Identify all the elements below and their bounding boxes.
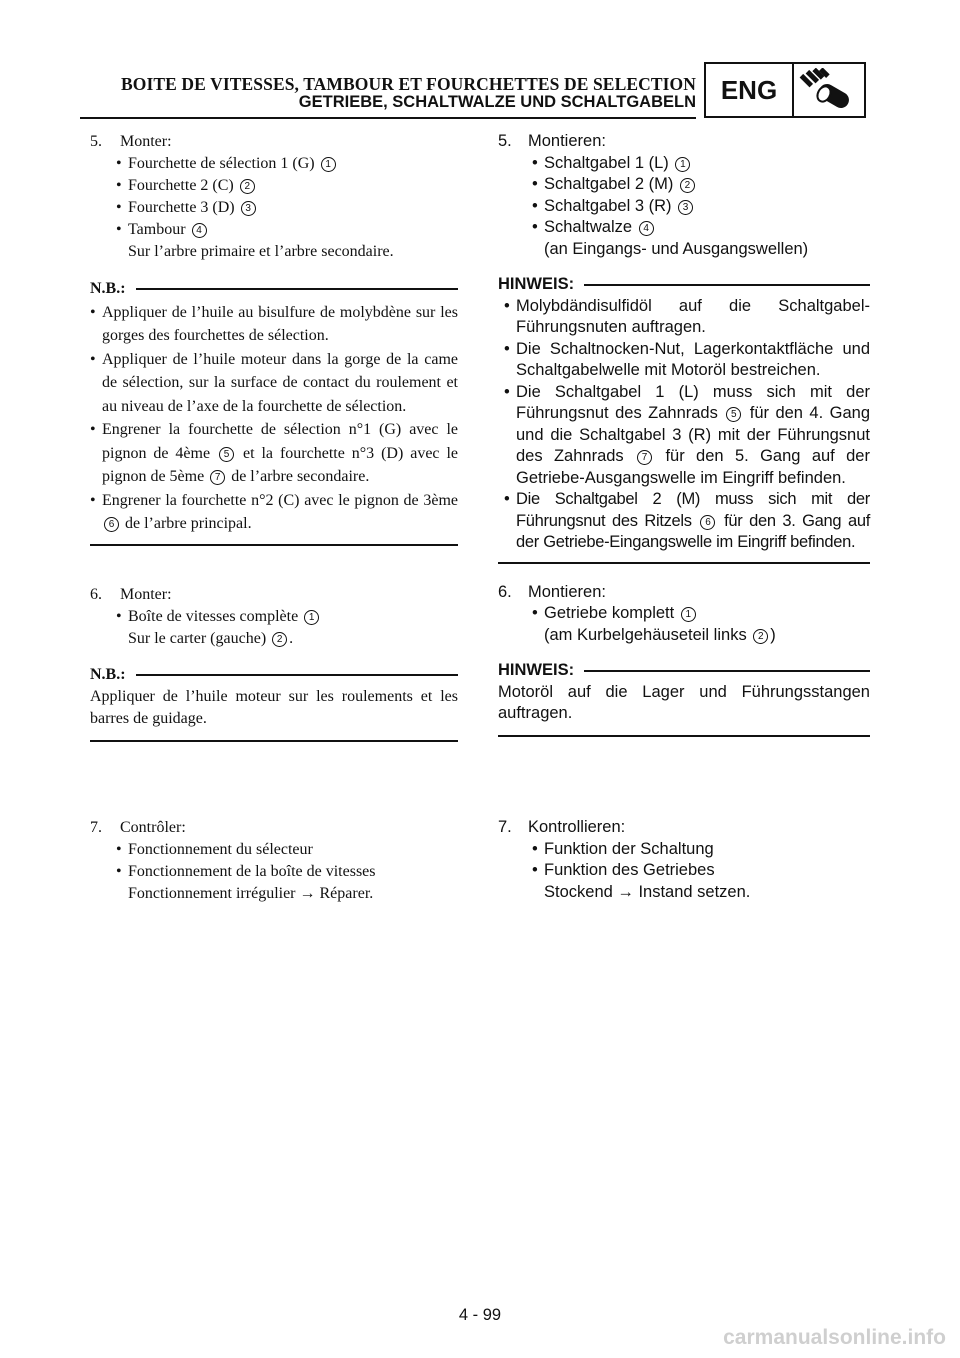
callout-number: 4 (639, 221, 654, 236)
list-item: • Fourchette 3 (D) 3 (128, 197, 458, 219)
step-number: 7. (498, 818, 512, 836)
step-number: 6. (90, 585, 102, 603)
callout-number: 2 (272, 632, 287, 647)
step-number: 5. (90, 133, 102, 150)
callout-number: 1 (675, 157, 690, 172)
list-item: • Schaltgabel 1 (L) 1 (544, 153, 870, 175)
step-number: 7. (90, 819, 102, 836)
note-item: • Die Schaltgabel 2 (M) muss sich mit der Führungsnut des Ritzels 6 für den 3. Gang auf der Getriebe-Eingangswelle im Eingriff befinden. (516, 489, 870, 554)
de-note-1 (498, 274, 870, 564)
step-subtext: Sur l’arbre primaire et l’arbre secondaire. (128, 243, 394, 260)
list-item: • Fourchette 2 (C) 2 (128, 175, 458, 197)
page-number: 4 - 99 (458, 1306, 502, 1324)
list-item: • Schaltgabel 3 (R) 3 (544, 196, 870, 218)
note-heading: N.B.: (90, 665, 126, 683)
header-rule (80, 117, 696, 119)
callout-number: 6 (104, 517, 119, 532)
header-title-de: GETRIEBE, SCHALTWALZE UND SCHALTGABELN (298, 93, 696, 111)
callout-number: 7 (210, 470, 225, 485)
de-note-2 (498, 660, 870, 737)
list-item: • Fonctionnement de la boîte de vitesses (128, 861, 458, 883)
callout-number: 1 (304, 610, 319, 625)
list-item: • Schaltwalze 4 (544, 217, 870, 239)
note-item: • Engrener la fourchette de sélection n°1 (G) avec le pignon de 4ème 5 et la fourchette n°3 (D) avec le pignon de 5ème 7 de l’arbre secondaire. (102, 418, 458, 489)
note-item: • Die Schaltgabel 1 (L) muss sich mit der Führungsnut des Zahnrads 5 für den 4. Gang und die Schaltgabel 3 (R) mit der Führungsnut des Zahnrads 7 für den 5. Gang auf der Getriebe-Ausgangswelle im Eingriff befinden. (516, 382, 870, 490)
callout-number: 3 (241, 201, 256, 216)
note-text: Appliquer de l’huile moteur sur les roulements et les barres de guidage. (90, 687, 458, 727)
list-item: • Tambour 4 (128, 219, 458, 241)
callout-number: 2 (680, 178, 695, 193)
note-item: • Engrener la fourchette n°2 (C) avec le pignon de 3ème 6 de l’arbre principal. (102, 489, 458, 536)
list-item: • Fourchette de sélection 1 (G) 1 (128, 153, 458, 175)
note-item: • Appliquer de l’huile au bisulfure de molybdène sur les gorges des fourchettes de sélection. (102, 301, 458, 348)
note-heading: HINWEIS: (498, 661, 575, 679)
note-item: • Molybdändisulfidöl auf die Schaltgabel-Führungsnuten auftragen. (516, 296, 870, 339)
step-subtext: (an Eingangs- und Ausgangswellen) (544, 239, 809, 258)
step-title: Monter: (120, 133, 172, 150)
note-item: • Appliquer de l’huile moteur dans la gorge de la came de sélection, sur la surface de contact du roulement et au niveau de l’axe de la fourchette de sélection. (102, 348, 458, 419)
list-item: • Funktion der Schaltung (544, 839, 870, 861)
callout-number: 1 (681, 607, 696, 622)
callout-number: 4 (192, 223, 207, 238)
list-item: • Boîte de vitesses complète 1 (128, 606, 458, 628)
step-subtext: (am Kurbelgehäuseteil links 2 ) (544, 625, 776, 644)
column-french (90, 131, 459, 902)
de-step-6 (498, 582, 870, 647)
callout-number: 2 (753, 629, 768, 644)
list-item: • Fonctionnement du sélecteur (128, 839, 458, 861)
callout-number: 6 (700, 515, 715, 530)
watermark: carmanualsonline.info (723, 1326, 946, 1349)
header-title-fr: BOITE DE VITESSES, TAMBOUR ET FOURCHETTES DE SELECTION (121, 74, 696, 94)
callout-number: 3 (678, 200, 693, 215)
de-step-5 (498, 131, 870, 260)
note-heading: N.B.: (90, 280, 126, 297)
note-text: Motoröl auf die Lager und Führungsstangen auftragen. (498, 682, 870, 722)
fr-note-1 (90, 277, 458, 546)
step-title: Contrôler: (120, 819, 186, 836)
fr-step-6 (90, 584, 458, 650)
step-number: 6. (498, 582, 512, 601)
step-title: Monter: (120, 585, 172, 603)
step-title: Kontrollieren: (528, 818, 626, 836)
step-title: Montieren: (528, 582, 606, 601)
callout-number: 2 (240, 179, 255, 194)
engine-icon (794, 64, 864, 116)
step-number: 5. (498, 132, 512, 150)
step-subtext: Sur le carter (gauche) 2 . (128, 629, 294, 647)
column-german (498, 131, 870, 901)
section-badge-label: ENG (706, 64, 794, 116)
callout-number: 1 (321, 157, 336, 172)
list-item: • Getriebe komplett 1 (544, 603, 870, 625)
list-item: • Schaltgabel 2 (M) 2 (544, 174, 870, 196)
fr-step-7 (90, 817, 458, 905)
fr-step-5 (90, 131, 458, 263)
step-title: Montieren: (528, 132, 606, 150)
callout-number: 7 (637, 450, 652, 465)
fr-note-2 (90, 664, 458, 742)
note-heading: HINWEIS: (498, 275, 575, 293)
step-subtext: Stockend → Instand setzen. (544, 882, 751, 901)
note-item: • Die Schaltnocken-Nut, Lagerkontaktfläche und Schaltgabelwelle mit Motoröl bestreichen. (516, 339, 870, 382)
de-step-7 (498, 817, 870, 903)
callout-number: 5 (219, 447, 234, 462)
callout-number: 5 (726, 407, 741, 422)
list-item: • Funktion des Getriebes (544, 860, 870, 882)
step-subtext: Fonctionnement irrégulier → Réparer. (128, 885, 374, 902)
section-badge (704, 62, 866, 118)
